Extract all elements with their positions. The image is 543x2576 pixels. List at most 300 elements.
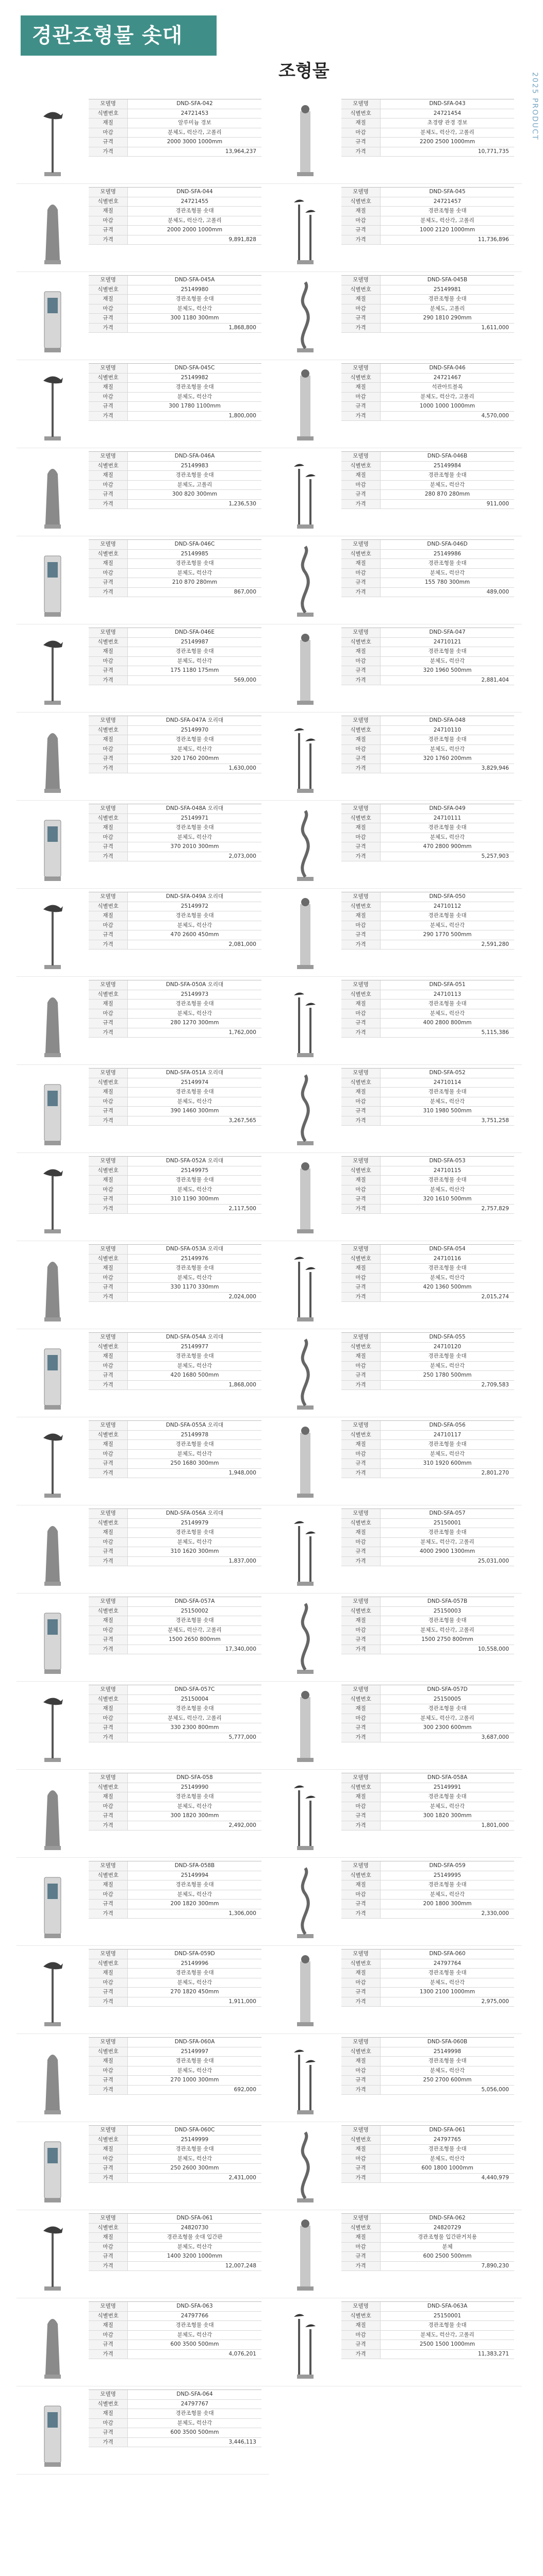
spec-value: 2,330,000 (481, 1910, 509, 1917)
spec-row-id (341, 2312, 514, 2321)
spec-row-price (89, 764, 261, 774)
spec-row-model (341, 980, 514, 990)
spec-label: 모델명 (89, 1157, 128, 1166)
spec-row-finish (341, 1362, 514, 1371)
spec-row-finish (341, 2155, 514, 2164)
spec-row-model (89, 99, 261, 109)
spec-value: 24797767 (180, 2400, 209, 2407)
spec-table (89, 1420, 261, 1505)
sculpture-illustration (287, 365, 324, 443)
spec-label: 모델명 (89, 1950, 128, 1959)
spec-value: DND-SFA-050A 오리대 (166, 981, 224, 988)
spec-value: 1,236,530 (228, 500, 256, 507)
spec-label: 마감 (89, 1890, 128, 1900)
spec-table (341, 2301, 514, 2386)
spec-row-id (89, 1166, 261, 1176)
spec-value: 경관조형물 솟대 (175, 2146, 214, 2152)
spec-value: 분체도, 럭산각 (177, 834, 212, 840)
spec-label: 모델명 (341, 1157, 381, 1166)
sculpture-illustration (287, 982, 324, 1059)
spec-value: 경관조형물 입간판거치용 (418, 2234, 477, 2240)
sculpture-illustration (287, 2303, 324, 2381)
spec-row-size (89, 1371, 261, 1381)
spec-value: 1,630,000 (228, 765, 256, 771)
spec-label: 재질 (89, 1440, 128, 1449)
spec-row-finish (341, 1097, 514, 1107)
spec-value: 분체도, 럭산각 (177, 2419, 212, 2426)
spec-value: 25150002 (180, 1607, 209, 1614)
spec-row-finish (89, 1274, 261, 1283)
sculpture-illustration (34, 1422, 71, 1500)
spec-label: 규격 (341, 842, 381, 852)
spec-label: 규격 (341, 2252, 381, 2261)
product-card (17, 448, 269, 536)
spec-row-finish (89, 833, 261, 843)
spec-label: 규격 (89, 842, 128, 852)
spec-label: 모델명 (89, 188, 128, 197)
spec-row-material (89, 383, 261, 393)
spec-label: 모델명 (89, 1861, 128, 1871)
spec-value: DND-SFA-051 (429, 981, 466, 988)
spec-row-id (89, 285, 261, 295)
spec-label: 재질 (341, 471, 381, 480)
spec-label: 마감 (89, 833, 128, 842)
spec-value: 경관조형물 솟대 (175, 2410, 214, 2416)
spec-label: 모델명 (89, 99, 128, 109)
spec-label: 모델명 (89, 628, 128, 637)
spec-row-model (89, 451, 261, 462)
sculpture-illustration (287, 1511, 324, 1588)
spec-row-material (89, 1969, 261, 1978)
spec-row-model (341, 1861, 514, 1871)
spec-label: 식별번호 (89, 374, 128, 383)
product-image (269, 1241, 341, 1329)
sculpture-illustration (287, 189, 324, 266)
spec-value: DND-SFA-045B (427, 277, 468, 283)
spec-label: 가격 (341, 147, 381, 157)
spec-label: 재질 (341, 1969, 381, 1978)
spec-label: 식별번호 (89, 1695, 128, 1704)
spec-value: 2,015,274 (481, 1293, 509, 1300)
spec-label: 재질 (89, 295, 128, 304)
spec-label: 가격 (89, 1645, 128, 1654)
spec-label: 식별번호 (341, 1959, 381, 1969)
spec-value: 911,000 (486, 500, 509, 507)
spec-row-model (89, 1685, 261, 1695)
spec-label: 재질 (89, 1969, 128, 1978)
spec-value: 분체도, 럭산각 (177, 1979, 212, 1986)
spec-row-id (341, 1078, 514, 1088)
spec-label: 모델명 (89, 452, 128, 461)
spec-row-material (89, 735, 261, 745)
spec-value: 경관조형물 솟대 (428, 472, 467, 478)
product-image (17, 448, 89, 536)
spec-row-id (89, 2136, 261, 2145)
sculpture-illustration (34, 101, 71, 178)
product-card (17, 184, 269, 272)
spec-table (89, 1773, 261, 1857)
spec-table (89, 1156, 261, 1241)
spec-label: 가격 (341, 1381, 381, 1390)
spec-value: 분체도, 럭산각, 고폴리 (420, 129, 474, 135)
product-card (269, 1594, 522, 1682)
spec-row-material (341, 911, 514, 921)
spec-row-material (89, 1088, 261, 1097)
spec-value: DND-SFA-060B (427, 2039, 468, 2045)
sculpture-illustration (34, 1687, 71, 1764)
spec-label: 규격 (341, 2076, 381, 2085)
spec-label: 가격 (89, 940, 128, 950)
spec-row-size (341, 1635, 514, 1645)
spec-value: 25150001 (433, 2312, 462, 2319)
sculpture-illustration (287, 1863, 324, 1940)
product-card (269, 1329, 522, 1417)
spec-row-price (89, 2438, 261, 2448)
spec-row-size (89, 930, 261, 940)
spec-value: 분체도, 럭산각 (177, 393, 212, 400)
product-image (17, 624, 89, 712)
spec-row-id (89, 1607, 261, 1617)
spec-label: 재질 (89, 2233, 128, 2242)
page-subtitle: 조형물 (278, 61, 330, 81)
spec-label: 재질 (89, 2145, 128, 2154)
spec-value: 경관조형물 솟대 (428, 2058, 467, 2064)
spec-value: 300 1820 300mm (423, 1812, 472, 1819)
spec-value: 분체도, 럭산각 (177, 2331, 212, 2338)
spec-value: DND-SFA-047 (429, 629, 466, 635)
spec-row-finish (341, 569, 514, 579)
spec-label: 마감 (341, 1890, 381, 1900)
spec-row-model (341, 187, 514, 197)
spec-value: 489,000 (486, 588, 509, 595)
spec-row-finish (341, 2331, 514, 2341)
spec-value: 분체도, 럭산각 (177, 305, 212, 312)
spec-row-model (341, 1156, 514, 1166)
spec-table (341, 1949, 514, 2033)
spec-row-model (341, 2213, 514, 2224)
spec-row-finish (341, 921, 514, 931)
spec-label: 규격 (341, 2164, 381, 2173)
sculpture-illustration (287, 1334, 324, 1412)
spec-value: DND-SFA-053 (429, 1158, 466, 1164)
spec-row-model (89, 1597, 261, 1607)
spec-value: 25149981 (433, 286, 462, 293)
spec-value: 1,762,000 (228, 1029, 256, 1036)
spec-value: 경관조형물 솟대 (175, 1177, 214, 1183)
spec-value: 분체도, 럭산각 (430, 1979, 465, 1986)
spec-label: 규격 (89, 578, 128, 587)
spec-row-size (89, 314, 261, 324)
spec-value: 25149984 (433, 462, 462, 469)
spec-label: 식별번호 (341, 638, 381, 647)
spec-row-size (341, 1811, 514, 1821)
spec-label: 모델명 (89, 2302, 128, 2311)
sculpture-illustration (287, 2215, 324, 2293)
spec-value: 경관조형물 솟대 (175, 648, 214, 654)
spec-value: 경관조형물 솟대 (175, 1441, 214, 1447)
spec-value: 분체도, 럭산각 (177, 2155, 212, 2162)
spec-row-price (341, 1645, 514, 1655)
spec-row-price (341, 1997, 514, 2007)
spec-value: 2200 2500 1000mm (419, 139, 475, 145)
spec-row-size (341, 402, 514, 412)
spec-table (341, 187, 514, 272)
spec-value: 경관조형물 솟대 (428, 560, 467, 566)
spec-row-id (341, 1695, 514, 1705)
spec-row-size (341, 754, 514, 764)
spec-table (341, 363, 514, 448)
spec-row-finish (89, 569, 261, 579)
spec-row-material (341, 295, 514, 304)
spec-table (89, 1949, 261, 2033)
spec-label: 마감 (89, 1714, 128, 1723)
spec-value: 210 870 280mm (172, 579, 218, 585)
spec-value: 1,800,000 (228, 412, 256, 419)
spec-row-size (89, 490, 261, 500)
spec-row-id (89, 374, 261, 383)
spec-value: 17,340,000 (225, 1646, 256, 1652)
product-grid (17, 96, 522, 2475)
spec-row-id (341, 1871, 514, 1881)
spec-table (89, 275, 261, 360)
spec-label: 마감 (341, 1274, 381, 1283)
spec-label: 가격 (341, 412, 381, 421)
spec-value: DND-SFA-048A 오리대 (166, 805, 224, 811)
spec-row-material (341, 823, 514, 833)
spec-label: 가격 (341, 1733, 381, 1742)
spec-value: 600 1800 1000mm (421, 2165, 473, 2171)
spec-row-finish (89, 1714, 261, 1724)
spec-row-material (89, 2409, 261, 2419)
spec-row-finish (341, 1538, 514, 1548)
spec-value: 1,868,000 (228, 1381, 256, 1388)
spec-label: 가격 (89, 1733, 128, 1742)
spec-row-size (89, 1635, 261, 1645)
spec-label: 가격 (89, 235, 128, 245)
spec-row-price (89, 2350, 261, 2360)
spec-value: 25150003 (433, 1607, 462, 1614)
spec-row-id (89, 2400, 261, 2410)
product-image (17, 1241, 89, 1329)
spec-value: 경관조형물 솟대 (428, 1353, 467, 1359)
spec-row-size (89, 2428, 261, 2438)
product-card (269, 1417, 522, 1505)
product-image (269, 360, 341, 448)
spec-label: 모델명 (341, 2302, 381, 2311)
spec-value: 분체도, 럭산각, 고폴리 (420, 1538, 474, 1545)
spec-value: 24710115 (433, 1167, 462, 1174)
spec-label: 식별번호 (341, 726, 381, 735)
spec-value: 25149999 (180, 2136, 209, 2143)
spec-label: 모델명 (341, 1773, 381, 1783)
spec-label: 모델명 (89, 1509, 128, 1518)
spec-label: 모델명 (89, 276, 128, 285)
spec-row-id (89, 2312, 261, 2321)
spec-table (341, 275, 514, 360)
spec-value: 분체도, 럭산각 (177, 1450, 212, 1457)
spec-value: 1500 2750 800mm (421, 1636, 473, 1642)
spec-value: 경관조형물 솟대 (175, 912, 214, 919)
product-image (17, 1329, 89, 1417)
spec-row-material (89, 1440, 261, 1450)
spec-value: 분체도, 럭산각 (177, 2067, 212, 2074)
spec-label: 규격 (341, 314, 381, 323)
product-card (17, 1241, 269, 1329)
spec-value: 경관조형물 솟대 (175, 1529, 214, 1535)
spec-value: 867,000 (234, 588, 256, 595)
spec-value: 470 2800 900mm (423, 843, 472, 850)
spec-label: 가격 (341, 852, 381, 861)
spec-label: 규격 (341, 666, 381, 675)
spec-table (341, 1861, 514, 1945)
spec-label: 마감 (341, 833, 381, 842)
spec-label: 마감 (341, 1097, 381, 1107)
spec-table (341, 2213, 514, 2298)
spec-label: 모델명 (341, 892, 381, 902)
spec-row-size (341, 2340, 514, 2350)
spec-table (89, 1509, 261, 1593)
sculpture-illustration (287, 1246, 324, 1324)
spec-row-material (89, 2057, 261, 2066)
spec-row-material (89, 2321, 261, 2331)
spec-value: 경관조형물 솟대 (428, 2146, 467, 2152)
product-card (269, 2122, 522, 2210)
spec-label: 규격 (341, 1988, 381, 1997)
spec-table (89, 187, 261, 272)
spec-value: 25149983 (180, 462, 209, 469)
spec-row-finish (341, 1450, 514, 1460)
spec-label: 재질 (341, 2233, 381, 2242)
spec-value: 310 1190 300mm (170, 1196, 219, 1202)
spec-label: 재질 (89, 471, 128, 480)
spec-label: 식별번호 (341, 1343, 381, 1352)
spec-row-model (89, 539, 261, 550)
spec-value: 25150005 (433, 1696, 462, 1702)
product-image (269, 1770, 341, 1857)
spec-value: 25149976 (180, 1255, 209, 1262)
spec-row-model (341, 1420, 514, 1431)
spec-row-id (89, 1871, 261, 1881)
spec-row-finish (341, 833, 514, 843)
spec-row-size (89, 1811, 261, 1821)
spec-label: 식별번호 (89, 726, 128, 735)
spec-row-finish (341, 216, 514, 226)
spec-label: 식별번호 (89, 1959, 128, 1969)
spec-label: 가격 (341, 235, 381, 245)
spec-row-id (341, 109, 514, 119)
spec-value: DND-SFA-061 (176, 2215, 213, 2221)
spec-label: 규격 (341, 1283, 381, 1292)
spec-value: 25,031,000 (478, 1557, 509, 1564)
spec-value: DND-SFA-047A 오리대 (166, 717, 224, 723)
spec-value: 25149991 (433, 1784, 462, 1790)
spec-row-id (89, 1519, 261, 1529)
spec-table (89, 892, 261, 976)
spec-label: 규격 (341, 1547, 381, 1556)
spec-value: DND-SFA-059 (429, 1862, 466, 1869)
product-card (17, 713, 269, 801)
spec-value: 24710110 (433, 726, 462, 733)
spec-label: 마감 (89, 128, 128, 138)
spec-value: 3,267,565 (228, 1117, 256, 1124)
spec-row-price (89, 1821, 261, 1831)
product-card (269, 624, 522, 713)
spec-label: 가격 (89, 2438, 128, 2447)
spec-label: 가격 (89, 588, 128, 597)
spec-table (89, 363, 261, 448)
sculpture-illustration (34, 1511, 71, 1588)
spec-row-price (89, 412, 261, 421)
spec-value: 25149998 (433, 2048, 462, 2055)
product-card (17, 1682, 269, 1770)
spec-value: 분체도, 럭산각 (430, 1010, 465, 1016)
spec-value: 5,115,386 (481, 1029, 509, 1036)
spec-value: 600 2500 500mm (423, 2253, 472, 2259)
sculpture-illustration (34, 806, 71, 883)
spec-value: 분체도, 럭산각 (430, 1274, 465, 1281)
spec-row-id (89, 1959, 261, 1969)
product-card (17, 977, 269, 1065)
product-card (269, 977, 522, 1065)
spec-label: 마감 (341, 2331, 381, 2340)
spec-row-model (89, 804, 261, 814)
spec-label: 재질 (89, 735, 128, 744)
spec-value: 분체도, 럭산각, 고폴리 (168, 1715, 222, 1721)
spec-row-model (89, 1861, 261, 1871)
spec-label: 규격 (89, 930, 128, 940)
spec-row-material (341, 1440, 514, 1450)
spec-row-model (89, 980, 261, 990)
spec-table (89, 628, 261, 712)
spec-row-finish (89, 128, 261, 138)
spec-label: 규격 (341, 2340, 381, 2349)
spec-value: 4,440,979 (481, 2174, 509, 2181)
spec-row-price (89, 2174, 261, 2183)
spec-row-size (89, 2340, 261, 2350)
spec-row-model (89, 363, 261, 374)
spec-value: DND-SFA-056A 오리대 (166, 1510, 224, 1516)
spec-row-finish (341, 745, 514, 755)
spec-row-finish (89, 1890, 261, 1900)
spec-label: 가격 (89, 1557, 128, 1566)
spec-value: 경관조형물 솟대 (175, 1882, 214, 1888)
spec-row-id (89, 638, 261, 648)
product-card (17, 1065, 269, 1153)
spec-label: 가격 (89, 1469, 128, 1478)
spec-value: 1000 2120 1000mm (419, 227, 475, 233)
spec-value: 569,000 (234, 676, 256, 683)
spec-value: 분체도, 럭산각 (177, 1362, 212, 1369)
product-card (269, 96, 522, 184)
spec-row-price (341, 852, 514, 862)
spec-value: 2,073,000 (228, 853, 256, 859)
sculpture-illustration (34, 1070, 71, 1147)
spec-value: 4,570,000 (481, 412, 509, 419)
spec-label: 식별번호 (341, 1255, 381, 1264)
spec-table (89, 2125, 261, 2210)
spec-label: 재질 (89, 2321, 128, 2330)
spec-value: 2,024,000 (228, 1293, 256, 1300)
spec-label: 모델명 (89, 892, 128, 902)
spec-value: 경관조형물 솟대 (175, 208, 214, 214)
spec-row-size (341, 490, 514, 500)
spec-row-size (89, 1283, 261, 1293)
spec-table (341, 1597, 514, 1681)
spec-value: DND-SFA-054A 오리대 (166, 1334, 224, 1340)
product-card (269, 536, 522, 624)
spec-row-finish (341, 393, 514, 402)
product-image (269, 272, 341, 360)
